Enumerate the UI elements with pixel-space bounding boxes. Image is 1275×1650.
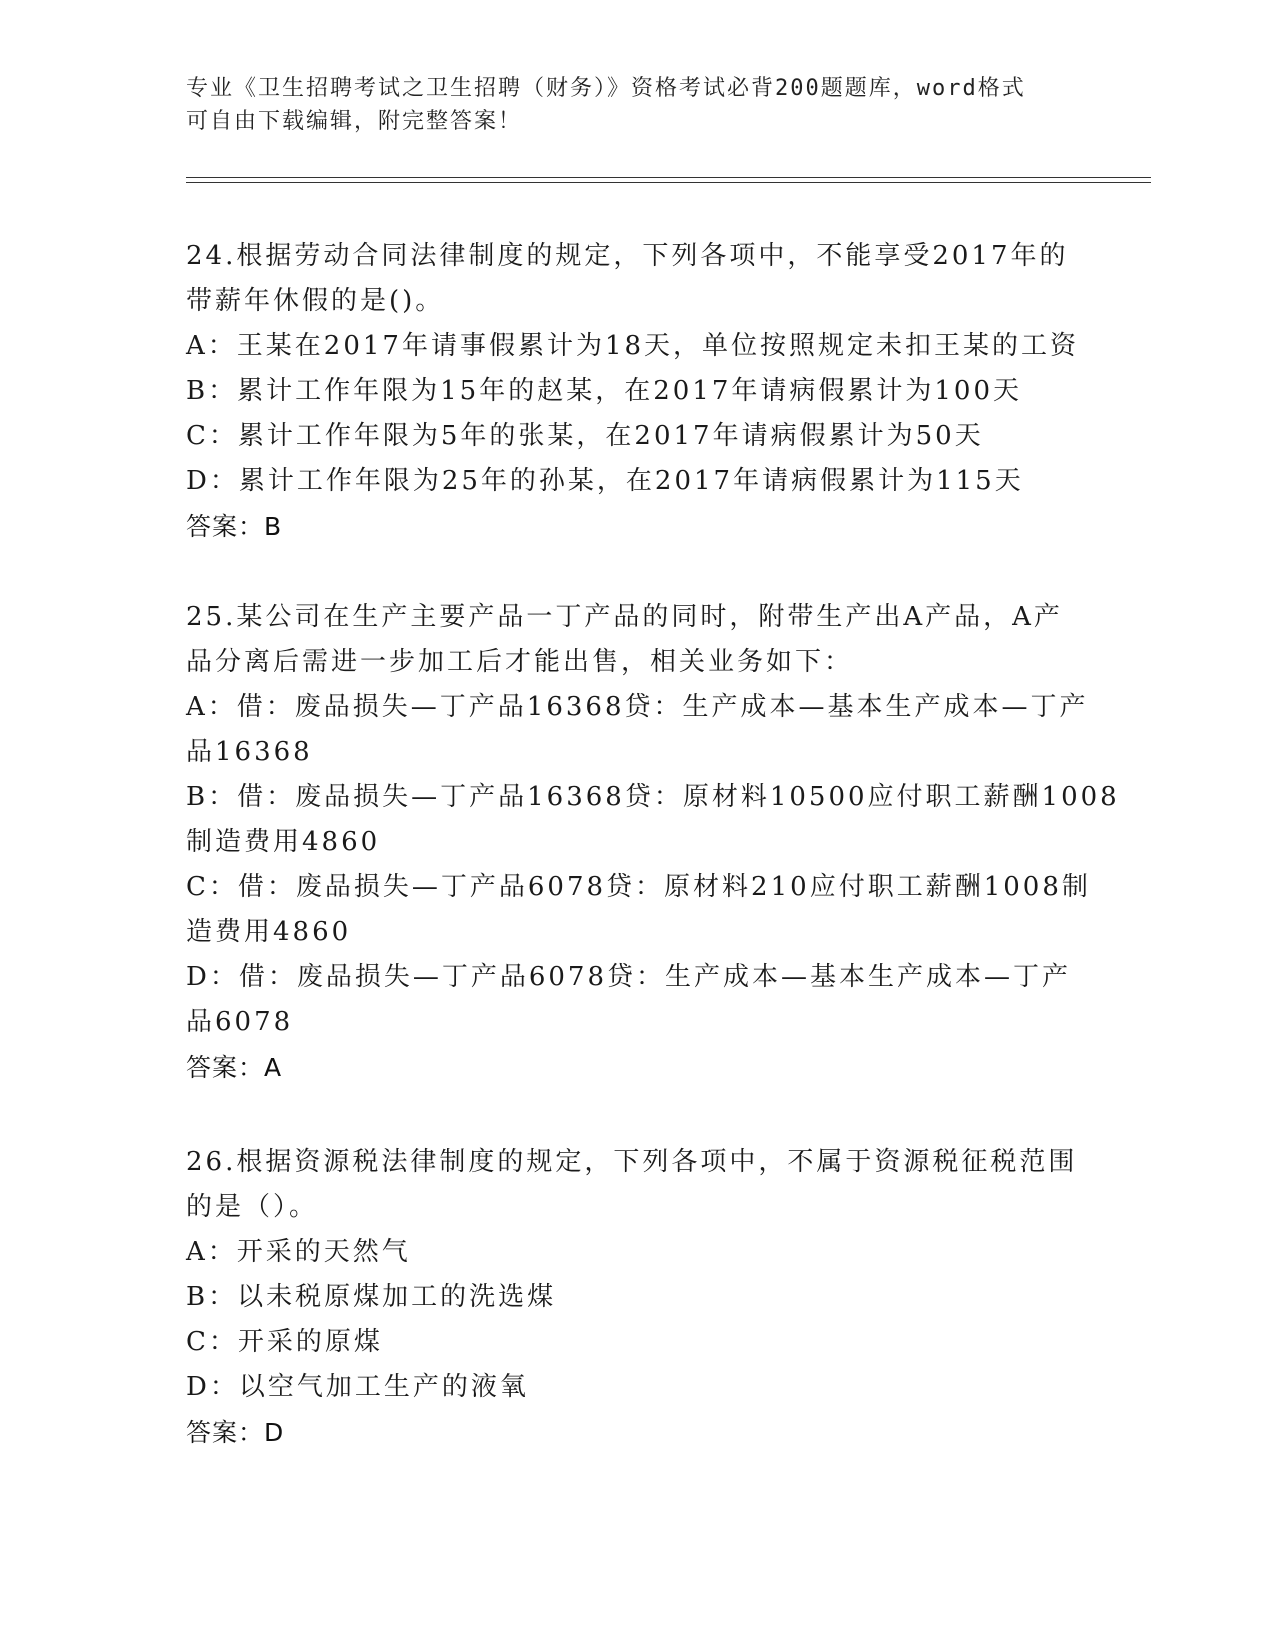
option-b: B：借：废品损失—丁产品16368贷：原材料10500应付职工薪酬1008: [186, 782, 1120, 812]
option-d-continued: 品6078: [186, 1007, 294, 1037]
question-stem-line: 25.某公司在生产主要产品一丁产品的同时，附带生产出A产品，A产: [186, 602, 1063, 632]
option-d: D：以空气加工生产的液氧: [186, 1372, 529, 1402]
option-a: A：开采的天然气: [186, 1237, 411, 1267]
option-b: B：累计工作年限为15年的赵某，在2017年请病假累计为100天: [186, 376, 1022, 406]
option-c: C：累计工作年限为5年的张某，在2017年请病假累计为50天: [186, 421, 984, 451]
answer-label: 答案：B: [186, 512, 283, 541]
header-line-1: 专业《卫生招聘考试之卫生招聘（财务）》资格考试必背200题题库，word格式: [186, 76, 1026, 101]
question-26: [186, 1140, 1086, 1455]
option-c: C：借：废品损失—丁产品6078贷：原材料210应付职工薪酬1008制: [186, 872, 1091, 902]
question-stem-line: 的是（）。: [186, 1192, 319, 1222]
document-header: [186, 72, 1066, 138]
header-divider-bottom: [186, 182, 1151, 183]
question-stem-line: 24.根据劳动合同法律制度的规定，下列各项中，不能享受2017年的: [186, 241, 1069, 271]
option-b-continued: 制造费用4860: [186, 827, 381, 857]
question-stem-line: 带薪年休假的是()。: [186, 286, 445, 316]
question-stem-line: 品分离后需进一步加工后才能出售，相关业务如下：: [186, 647, 854, 677]
question-25: [186, 595, 1120, 1090]
option-c: C：开采的原煤: [186, 1327, 383, 1357]
header-line-2: 可自由下载编辑，附完整答案！: [186, 109, 523, 134]
answer-label: 答案：A: [186, 1053, 283, 1082]
header-divider-top: [186, 177, 1151, 178]
option-c-continued: 造费用4860: [186, 917, 352, 947]
question-24: [186, 234, 1086, 549]
option-d: D：借：废品损失—丁产品6078贷：生产成本—基本生产成本—丁产: [186, 962, 1072, 992]
option-a: A：王某在2017年请事假累计为18天，单位按照规定未扣王某的工资: [186, 331, 1080, 361]
option-d: D：累计工作年限为25年的孙某，在2017年请病假累计为115天: [186, 466, 1024, 496]
answer-label: 答案：D: [186, 1418, 285, 1447]
option-a: A：借：废品损失—丁产品16368贷：生产成本—基本生产成本—丁产: [186, 692, 1089, 722]
question-stem-line: 26.根据资源税法律制度的规定，下列各项中，不属于资源税征税范围: [186, 1147, 1078, 1177]
option-b: B：以未税原煤加工的洗选煤: [186, 1282, 557, 1312]
option-a-continued: 品16368: [186, 737, 313, 767]
